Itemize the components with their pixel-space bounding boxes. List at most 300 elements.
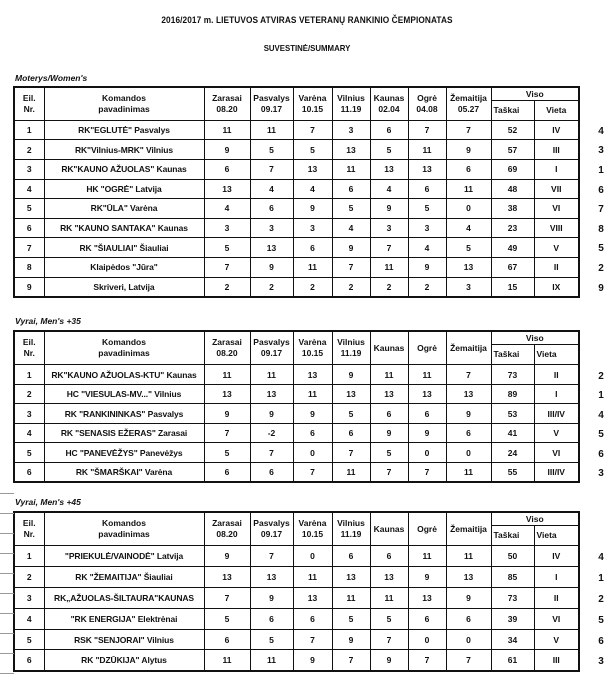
event-name: Vilnius [337,337,365,348]
team-name: RK"Vilnius-MRK" Vilnius [44,140,204,160]
header-event [408,87,446,120]
team-name: HC "PANEVĖŽYS" Panevėžys [44,443,204,463]
total-points: 41 [491,423,534,443]
score-cell: 13 [446,384,491,404]
header-points: Taškai [491,345,534,365]
header-event [332,512,370,546]
row-number: 6 [14,218,44,238]
event-name: Pasvalys [253,337,290,348]
header-event [204,87,250,120]
table-row [14,384,579,404]
place-cell: IV [534,546,579,567]
place-cell: III/IV [534,404,579,424]
score-cell: 11 [293,384,332,404]
score-cell: 9 [408,567,446,588]
score-cell: 13 [370,567,408,588]
score-cell: 11 [370,588,408,609]
score-cell: 11 [204,650,250,671]
total-points: 39 [491,608,534,629]
margin-rule [0,533,14,534]
place-cell: II [534,365,579,385]
score-cell: 13 [446,257,491,277]
total-points: 57 [491,140,534,160]
event-name: Varėna [298,337,327,348]
side-rank-number: 5 [598,614,604,626]
table-row [14,159,579,179]
score-cell: 0 [446,629,491,650]
header-event [408,331,446,365]
header-team-line: Komandos [102,518,146,529]
score-cell: 7 [408,650,446,671]
score-cell: 11 [408,140,446,160]
score-cell: 5 [370,443,408,463]
score-cell: 6 [408,179,446,199]
score-cell: 9 [408,423,446,443]
score-cell: 7 [250,443,293,463]
score-cell: 13 [408,159,446,179]
place-cell: IV [534,120,579,140]
total-points: 48 [491,179,534,199]
row-number: 2 [14,384,44,404]
score-cell: 4 [250,179,293,199]
score-cell: 13 [293,159,332,179]
score-cell: 6 [446,608,491,629]
row-number: 6 [14,462,44,482]
side-rank-number: 9 [598,282,604,294]
event-name: Ogrė [417,523,437,534]
header-nr-line: Nr. [23,529,35,540]
margin-rule [0,513,14,514]
score-cell: 3 [293,218,332,238]
header-nr [14,512,44,546]
score-cell: 13 [204,384,250,404]
team-name: RK"ŪLA" Varėna [44,199,204,219]
margin-rule [0,633,14,634]
event-date: 02.04 [378,103,400,114]
score-cell: 5 [408,199,446,219]
score-cell: 9 [370,199,408,219]
score-cell: 9 [446,140,491,160]
score-cell: 11 [293,567,332,588]
score-cell: 13 [250,238,293,258]
score-cell: 11 [250,650,293,671]
score-cell: 9 [370,423,408,443]
score-cell: 6 [446,159,491,179]
score-cell: 9 [446,588,491,609]
table-row [14,443,579,463]
score-cell: 4 [293,179,332,199]
side-rank-number: 1 [598,573,604,585]
place-cell: II [534,588,579,609]
score-cell: 5 [332,199,370,219]
score-cell: 13 [250,567,293,588]
score-cell: 7 [370,462,408,482]
score-cell: 4 [370,179,408,199]
header-total: Viso [491,512,579,526]
score-cell: 5 [250,629,293,650]
score-cell: 5 [204,443,250,463]
table-row [14,218,579,238]
place-cell: V [534,423,579,443]
score-cell: 13 [293,365,332,385]
header-nr-line: Eil. [22,92,36,103]
score-cell: 13 [446,567,491,588]
team-name: RK "ŠIAULIAI" Šiauliai [44,238,204,258]
section-label: Vyrai, Men's +35 [15,316,81,326]
score-cell: 6 [204,159,250,179]
header-nr-line: Eil. [22,518,36,529]
score-cell: 2 [293,277,332,297]
score-cell: 5 [204,608,250,629]
score-cell: 11 [204,365,250,385]
team-name: RK„AŽUOLAS-ŠILTAURA"KAUNAS [44,588,204,609]
score-cell: 7 [446,120,491,140]
score-cell: 11 [370,257,408,277]
header-row [14,331,579,345]
event-date: 10.15 [301,529,324,540]
header-event [293,512,332,546]
row-number: 4 [14,179,44,199]
header-points: Taškai [491,526,534,546]
side-rank-number: 5 [598,243,604,255]
event-date: 09.17 [260,529,283,540]
team-name: RK "ŽEMAITIJA" Šiauliai [44,567,204,588]
header-event [204,331,250,365]
event-date: 04.08 [416,103,438,114]
score-cell: 11 [408,365,446,385]
score-cell: 7 [408,462,446,482]
total-points: 67 [491,257,534,277]
results-table [13,330,580,483]
event-name: Vilnius [337,92,365,103]
score-cell: 7 [370,629,408,650]
row-number: 1 [14,365,44,385]
header-event [332,331,370,365]
total-points: 15 [491,277,534,297]
total-points: 34 [491,629,534,650]
event-date: 08.20 [216,529,238,540]
score-cell: 9 [332,365,370,385]
table-row [14,120,579,140]
score-cell: 5 [332,608,370,629]
score-cell: 6 [204,629,250,650]
score-cell: 13 [204,567,250,588]
score-cell: 0 [408,629,446,650]
total-points: 38 [491,199,534,219]
score-cell: 0 [408,443,446,463]
table-row [14,423,579,443]
score-cell: 11 [332,159,370,179]
score-cell: 7 [250,159,293,179]
total-points: 89 [491,384,534,404]
event-date: 05.27 [457,103,480,114]
document-title: 2016/2017 m. LIETUVOS ATVIRAS VETERANŲ RANKINIO ČEMPIONATAS [161,15,453,25]
event-name: Zarasai [212,518,242,529]
header-event [250,331,293,365]
header-team-line: pavadinimas [98,348,150,359]
table-row [14,608,579,629]
score-cell: 13 [408,384,446,404]
table-row [14,179,579,199]
header-team-line: pavadinimas [98,529,150,540]
event-name: Kaunas [373,342,405,353]
score-cell: 6 [408,404,446,424]
header-event [293,87,332,120]
margin-rule [0,653,14,654]
score-cell: 9 [332,238,370,258]
header-event [332,87,370,120]
place-cell: I [534,567,579,588]
score-cell: 13 [408,588,446,609]
header-nr [14,331,44,365]
side-rank-number: 2 [598,370,604,382]
total-points: 49 [491,238,534,258]
total-points: 50 [491,546,534,567]
team-name: RK"EGLUTĖ" Pasvalys [44,120,204,140]
score-cell: 3 [446,277,491,297]
header-total: Viso [491,331,579,345]
team-name: RK "DZŪKIJA" Alytus [44,650,204,671]
table-row [14,199,579,219]
score-cell: 2 [250,277,293,297]
place-cell: VII [534,179,579,199]
score-cell: 7 [204,257,250,277]
event-name: Žemaitija [450,523,487,534]
event-date: 11.19 [340,103,362,114]
row-number: 3 [14,404,44,424]
table-row [14,650,579,671]
row-number: 6 [14,650,44,671]
header-event [446,512,491,546]
team-name: HK "OGRĖ" Latvija [44,179,204,199]
score-cell: 9 [293,199,332,219]
row-number: 8 [14,257,44,277]
header-event [370,87,408,120]
score-cell: 7 [204,588,250,609]
header-place: Vieta [534,101,579,121]
score-cell: 6 [250,199,293,219]
header-place: Vieta [534,526,579,546]
event-name: Varėna [298,518,327,529]
score-cell: 6 [332,546,370,567]
table-row [14,546,579,567]
score-cell: 7 [293,120,332,140]
place-cell: IX [534,277,579,297]
row-number: 9 [14,277,44,297]
side-rank-number: 3 [598,145,604,157]
table-row [14,140,579,160]
header-nr-line: Eil. [22,337,36,348]
team-name: Skriveri, Latvija [44,277,204,297]
score-cell: 11 [332,588,370,609]
team-name: "RK ENERGIJA" Elektrėnai [44,608,204,629]
score-cell: 13 [370,159,408,179]
score-cell: 9 [204,140,250,160]
score-cell: 4 [408,238,446,258]
header-event [250,512,293,546]
side-rank-number: 2 [598,263,604,274]
table-row [14,365,579,385]
event-date: 11.19 [340,348,362,359]
table-row [14,462,579,482]
place-cell: VIII [534,218,579,238]
score-cell: 13 [332,384,370,404]
team-name: HC "VIESULAS-MV..." Vilnius [44,384,204,404]
score-cell: 11 [204,120,250,140]
place-cell: V [534,629,579,650]
score-cell: 13 [332,140,370,160]
score-cell: 9 [204,404,250,424]
score-cell: 11 [332,462,370,482]
score-cell: 5 [370,608,408,629]
header-row [14,512,579,526]
score-cell: 5 [446,238,491,258]
score-cell: 6 [370,120,408,140]
score-cell: 4 [446,218,491,238]
row-number: 7 [14,238,44,258]
score-cell: 7 [332,443,370,463]
score-cell: 9 [446,404,491,424]
score-cell: 13 [332,567,370,588]
score-cell: 4 [204,199,250,219]
score-cell: 3 [408,218,446,238]
place-cell: III [534,140,579,160]
score-cell: 3 [204,218,250,238]
event-name: Zarasai [212,337,242,348]
score-cell: 11 [370,365,408,385]
table-row [14,588,579,609]
team-name: RK "ŠMARŠKAI" Varėna [44,462,204,482]
score-cell: 0 [446,199,491,219]
event-date: 09.17 [260,103,283,114]
row-number: 3 [14,588,44,609]
header-event [370,512,408,546]
score-cell: 0 [446,443,491,463]
table-row [14,629,579,650]
header-team [44,87,204,120]
header-nr-line: Nr. [23,348,35,359]
event-name: Pasvalys [253,518,290,529]
header-event [204,512,250,546]
score-cell: 5 [332,404,370,424]
row-number: 2 [14,567,44,588]
total-points: 73 [491,365,534,385]
place-cell: I [534,384,579,404]
place-cell: III/IV [534,462,579,482]
score-cell: 6 [250,462,293,482]
side-rank-number: 8 [598,223,604,235]
score-cell: 9 [408,257,446,277]
total-points: 61 [491,650,534,671]
event-date: 08.20 [216,348,238,359]
header-nr [14,87,44,120]
event-date: 09.17 [260,348,283,359]
header-event [446,331,491,365]
score-cell: 7 [446,650,491,671]
total-points: 53 [491,404,534,424]
side-rank-number: 4 [598,552,604,564]
table-row [14,567,579,588]
team-name: RSK "SENJORAI" Vilnius [44,629,204,650]
header-team-line: Komandos [102,337,146,348]
score-cell: 4 [332,218,370,238]
header-event [408,512,446,546]
score-cell: 9 [332,629,370,650]
side-rank-number: 3 [598,468,604,480]
side-rank-number: 6 [598,184,604,196]
event-date: 10.15 [301,348,324,359]
place-cell: I [534,159,579,179]
score-cell: 5 [370,140,408,160]
score-cell: 11 [250,365,293,385]
side-rank-number: 1 [598,165,604,176]
side-rank-number: 4 [598,125,604,137]
row-number: 4 [14,423,44,443]
score-cell: 3 [370,218,408,238]
event-date: 08.20 [216,103,238,114]
header-place: Vieta [534,345,579,365]
score-cell: 6 [332,179,370,199]
header-team [44,331,204,365]
score-cell: 2 [332,277,370,297]
score-cell: 7 [446,365,491,385]
row-number: 3 [14,159,44,179]
row-number: 2 [14,140,44,160]
side-rank-number: 4 [598,409,604,421]
header-points: Taškai [491,101,534,121]
row-number: 1 [14,546,44,567]
score-cell: 9 [250,404,293,424]
event-date: 11.19 [340,529,362,540]
margin-rule [0,613,14,614]
side-rank-number: 1 [598,390,604,402]
event-name: Kaunas [373,523,405,534]
score-cell: 13 [370,384,408,404]
section-label: Vyrai, Men's +45 [15,497,81,507]
score-cell: 6 [370,546,408,567]
score-cell: 11 [250,120,293,140]
score-cell: 6 [370,404,408,424]
header-event [293,331,332,365]
table-row [14,238,579,258]
event-date: 10.15 [301,103,324,114]
total-points: 52 [491,120,534,140]
team-name: RK "RANKININKAS" Pasvalys [44,404,204,424]
event-name: Ogrė [417,342,437,353]
score-cell: 9 [293,404,332,424]
score-cell: 11 [446,546,491,567]
score-cell: 7 [332,257,370,277]
margin-rule [0,673,14,674]
row-number: 5 [14,443,44,463]
place-cell: VI [534,199,579,219]
row-number: 5 [14,199,44,219]
place-cell: VI [534,443,579,463]
table-row [14,257,579,277]
side-rank-number: 3 [598,656,604,668]
section-label: Moterys/Women's [15,73,88,83]
event-name: Pasvalys [253,92,290,103]
document-subtitle: SUVESTINĖ/SUMMARY [263,43,351,53]
score-cell: 2 [204,277,250,297]
event-name: Žemaitija [450,92,487,103]
side-rank-number: 7 [598,204,604,216]
score-cell: 11 [408,546,446,567]
table-row [14,277,579,297]
total-points: 85 [491,567,534,588]
margin-rule [0,593,14,594]
score-cell: 0 [293,546,332,567]
